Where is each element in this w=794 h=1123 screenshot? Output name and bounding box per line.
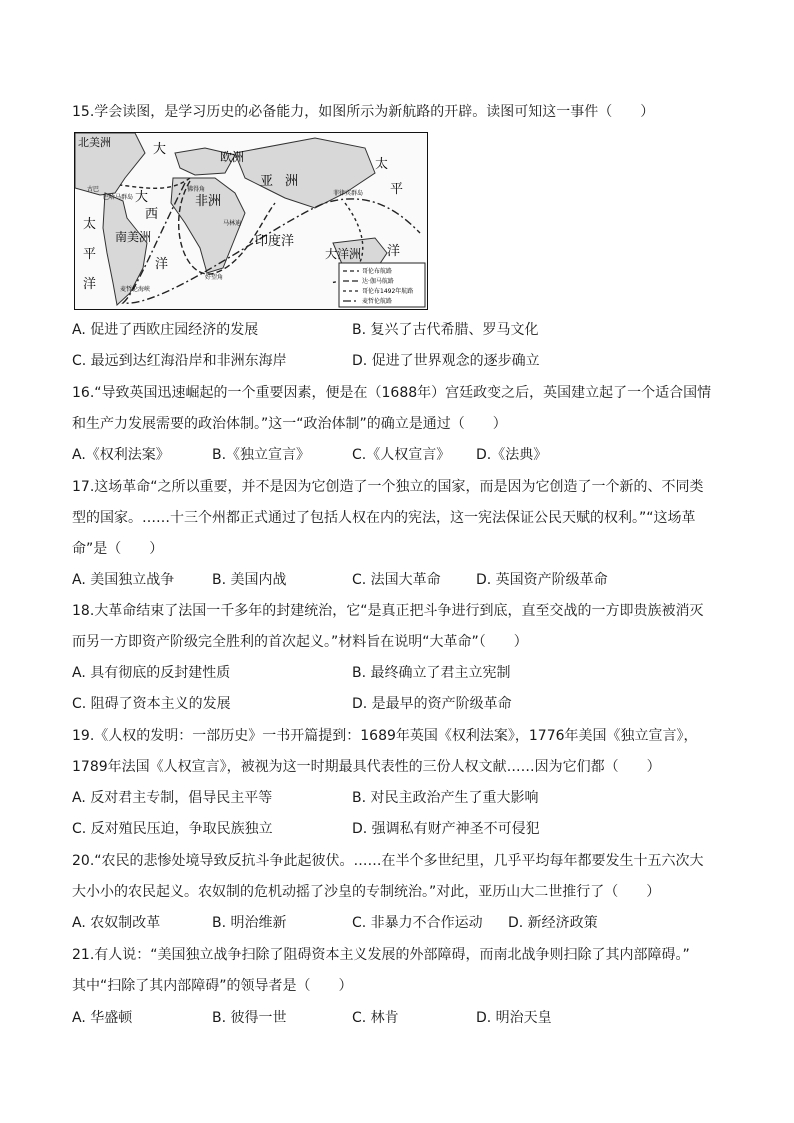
q18-option-b[interactable]: B. 最终确立了君主立宪制 bbox=[352, 665, 511, 681]
map-place: 古巴 bbox=[87, 186, 100, 193]
q16-option-a[interactable]: A.《权利法案》 bbox=[72, 447, 170, 463]
q16-stem-line: 和生产力发展需要的政治体制。”这一“政治体制”的确立是通过（ ） bbox=[72, 416, 507, 432]
q18-option-c[interactable]: C. 阻碍了资本主义的发展 bbox=[72, 696, 231, 712]
map-place: 巴哈马群岛 bbox=[103, 194, 134, 201]
q16-stem-line: 16.“导致英国迅速崛起的一个重要因素，便是在（1688年）宫廷政变之后，英国建立起了一个适合国情 bbox=[72, 385, 712, 401]
map-label: 亚 bbox=[260, 174, 274, 189]
q15-option-a[interactable]: A. 促进了西欧庄园经济的发展 bbox=[72, 322, 259, 338]
map-label: 平 bbox=[390, 182, 404, 197]
map-place: 马林迪 bbox=[223, 220, 242, 227]
q17-option-a[interactable]: A. 美国独立战争 bbox=[72, 572, 175, 588]
q19-option-a[interactable]: A. 反对君主专制，倡导民主平等 bbox=[72, 790, 273, 806]
q20-option-b[interactable]: B. 明治维新 bbox=[212, 915, 287, 931]
q18-stem-line: 而另一方即资产阶级完全胜利的首次起义。”材料旨在说明“大革命”（ ） bbox=[72, 634, 528, 650]
q17-option-d[interactable]: D. 英国资产阶级革命 bbox=[476, 572, 608, 588]
q20-option-a[interactable]: A. 农奴制改革 bbox=[72, 915, 161, 931]
q21-option-b[interactable]: B. 彼得一世 bbox=[212, 1010, 287, 1026]
map-label: 大 bbox=[135, 190, 149, 205]
q21-option-d[interactable]: D. 明治天皇 bbox=[476, 1010, 552, 1026]
legend-label: 麦哲伦航路 bbox=[362, 298, 393, 305]
q16-option-d[interactable]: D.《法典》 bbox=[476, 447, 548, 463]
new-sea-routes-map bbox=[74, 132, 428, 310]
q17-option-c[interactable]: C. 法国大革命 bbox=[352, 572, 441, 588]
map-label: 平 bbox=[83, 247, 97, 262]
q18-option-d[interactable]: D. 是最早的资产阶级革命 bbox=[352, 696, 512, 712]
map-label: 大洋洲 bbox=[325, 247, 362, 261]
map-label: 欧洲 bbox=[220, 150, 245, 164]
q15-option-d[interactable]: D. 促进了世界观念的逐步确立 bbox=[352, 353, 540, 369]
q20-option-c[interactable]: C. 非暴力不合作运动 bbox=[352, 915, 483, 931]
map-label: 非洲 bbox=[195, 194, 222, 209]
map-label: 洋 bbox=[387, 244, 401, 259]
q16-option-c[interactable]: C.《人权宣言》 bbox=[352, 447, 451, 463]
q19-option-b[interactable]: B. 对民主政治产生了重大影响 bbox=[352, 790, 539, 806]
map-label: 大 bbox=[153, 142, 167, 157]
q21-stem-line: 其中“扫除了其内部障碍”的领导者是（ ） bbox=[72, 978, 353, 994]
q19-stem-line: 1789年法国《人权宣言》，被视为这一时期最具代表性的三份人权文献……因为它们都（ ） bbox=[72, 759, 661, 775]
q15-stem: 15.学会读图，是学习历史的必备能力，如图所示为新航路的开辟。读图可知这一事件（ ） bbox=[72, 104, 655, 120]
q16-option-b[interactable]: B.《独立宣言》 bbox=[212, 447, 311, 463]
map-place: 佛得角 bbox=[187, 186, 206, 193]
map-place: 菲律宾群岛 bbox=[333, 190, 364, 197]
map-label: 印度洋 bbox=[255, 234, 295, 249]
q18-option-a[interactable]: A. 具有彻底的反封建性质 bbox=[72, 665, 231, 681]
q15-option-b[interactable]: B. 复兴了古代希腊、罗马文化 bbox=[352, 322, 539, 338]
q17-stem-line: 命”是（ ） bbox=[72, 541, 164, 557]
q19-option-d[interactable]: D. 强调私有财产神圣不可侵犯 bbox=[352, 821, 540, 837]
legend-label: 哥伦布1492年航路 bbox=[362, 288, 414, 295]
map-place: 麦哲伦海峡 bbox=[120, 286, 151, 293]
q17-option-b[interactable]: B. 美国内战 bbox=[212, 572, 287, 588]
map-drawing bbox=[75, 133, 427, 309]
q20-stem-line: 大小小的农民起义。农奴制的危机动摇了沙皇的专制统治。”对此，亚历山大二世推行了（ ） bbox=[72, 884, 661, 900]
q20-option-d[interactable]: D. 新经济政策 bbox=[508, 915, 598, 931]
map-label: 洲 bbox=[285, 174, 299, 189]
legend-label: 达·伽马航路 bbox=[362, 278, 394, 285]
q17-stem-line: 17.这场革命“之所以重要，并不是因为它创造了一个独立的国家，而是因为它创造了一个新的、不同类 bbox=[72, 479, 704, 495]
map-label: 西 bbox=[145, 207, 159, 222]
map-label: 太 bbox=[83, 217, 97, 232]
q18-stem-line: 18.大革命结束了法国一千多年的封建统治，它“是真正把斗争进行到底，直至交战的一方即贵族被消灭 bbox=[72, 603, 704, 619]
q17-stem-line: 型的国家。……十三个州都正式通过了包括人权在内的宪法，这一宪法保证公民天赋的权利。”“这场革 bbox=[72, 510, 696, 526]
map-label: 洋 bbox=[83, 277, 97, 292]
map-label: 南美洲 bbox=[115, 230, 152, 244]
map-place: 好望角 bbox=[205, 274, 224, 281]
q21-option-c[interactable]: C. 林肯 bbox=[352, 1010, 399, 1026]
map-label: 北美洲 bbox=[78, 136, 111, 149]
q21-option-a[interactable]: A. 华盛顿 bbox=[72, 1010, 133, 1026]
map-label: 太 bbox=[375, 157, 389, 172]
asia-shape bbox=[235, 138, 375, 208]
q21-stem-line: 21.有人说：“美国独立战争扫除了阻碍资本主义发展的外部障碍，而南北战争则扫除了其内部障碍。” bbox=[72, 947, 690, 963]
q20-stem-line: 20.“农民的悲惨处境导致反抗斗争此起彼伏。……在半个多世纪里，几乎平均每年都要发生十五六次大 bbox=[72, 853, 704, 869]
q15-option-c[interactable]: C. 最远到达红海沿岸和非洲东海岸 bbox=[72, 353, 287, 369]
legend-label: 哥伦布航路 bbox=[362, 268, 393, 275]
map-label: 洋 bbox=[155, 257, 169, 272]
q19-stem-line: 19.《人权的发明：一部历史》一书开篇提到：1689年英国《权利法案》，1776年美国《独立宣言》， bbox=[72, 728, 698, 744]
q19-option-c[interactable]: C. 反对殖民压迫，争取民族独立 bbox=[72, 821, 273, 837]
